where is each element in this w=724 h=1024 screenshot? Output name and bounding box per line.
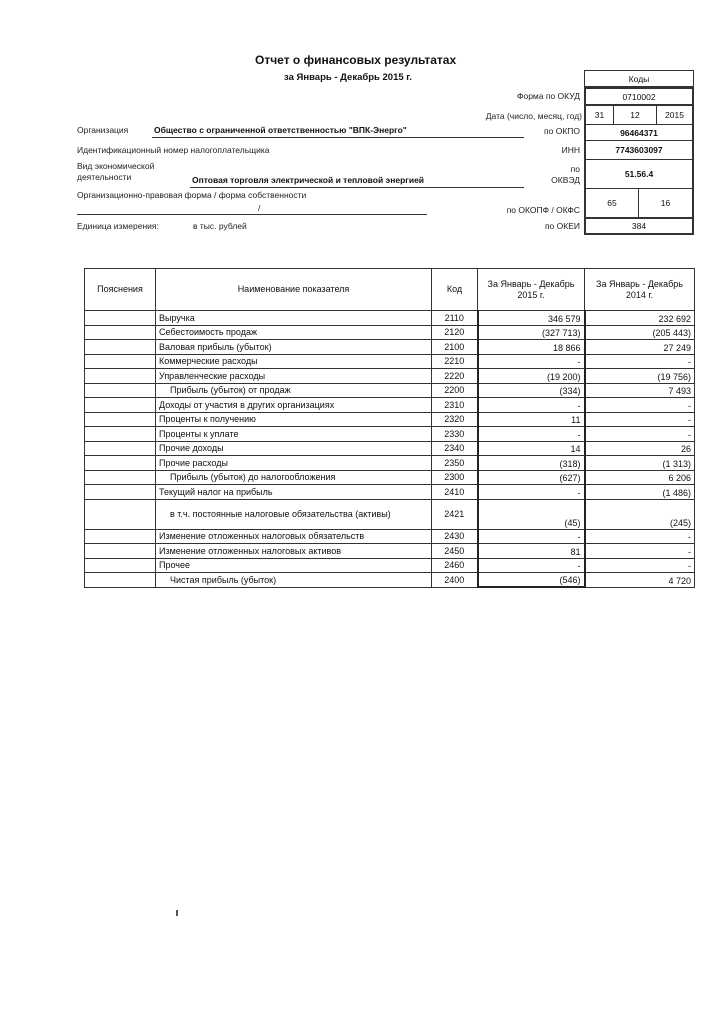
- row-name-cell: Прибыль (убыток) от продаж: [156, 383, 432, 398]
- row-name-cell: Прибыль (убыток) до налогообложения: [156, 470, 432, 485]
- row-value-2015: 81: [478, 544, 585, 559]
- row-value-2015: (318): [478, 456, 585, 471]
- row-name-cell: Управленческие расходы: [156, 369, 432, 384]
- okei-label: по ОКЕИ: [544, 221, 580, 231]
- okud-label: Форма по ОКУД: [517, 91, 580, 101]
- table-row: [85, 456, 695, 471]
- row-value-2015: (19 200): [478, 369, 585, 384]
- row-notes-cell: [85, 544, 156, 559]
- table-row: [85, 427, 695, 442]
- okpo-box: [584, 124, 694, 141]
- row-value-2015: 14: [478, 441, 585, 456]
- row-notes-cell: [85, 529, 156, 544]
- row-notes-cell: [85, 340, 156, 355]
- row-value-2014: (205 443): [585, 325, 695, 340]
- row-name-cell: Проценты к получению: [156, 412, 432, 427]
- date-month: 12: [630, 110, 640, 120]
- okud-box: [584, 87, 694, 105]
- row-value-2014: -: [585, 544, 695, 559]
- row-notes-cell: [85, 412, 156, 427]
- row-value-2014: 27 249: [585, 340, 695, 355]
- table-row: [85, 485, 695, 500]
- row-code-cell: 2310: [432, 398, 478, 413]
- table-row: [85, 398, 695, 413]
- activity-underline: [190, 187, 524, 188]
- financial-results-table: [84, 268, 695, 588]
- row-value-2014: -: [585, 558, 695, 573]
- okpo-value: 96464371: [620, 127, 658, 138]
- table-row: [85, 558, 695, 573]
- table-row: [85, 412, 695, 427]
- row-value-2015: -: [478, 398, 585, 413]
- row-value-2015: -: [478, 485, 585, 500]
- org-underline: [152, 137, 524, 138]
- row-value-2015: 346 579: [478, 311, 585, 326]
- row-notes-cell: [85, 441, 156, 456]
- row-value-2015: -: [478, 427, 585, 442]
- row-name-cell: Себестоимость продаж: [156, 325, 432, 340]
- unit-value: в тыс. рублей: [193, 221, 247, 231]
- table-row: [85, 573, 695, 588]
- org-label: Организация: [77, 125, 129, 135]
- row-value-2015: -: [478, 558, 585, 573]
- row-notes-cell: [85, 456, 156, 471]
- codes-heading-box: [584, 70, 694, 87]
- row-name-cell: Валовая прибыль (убыток): [156, 340, 432, 355]
- row-value-2015: (45): [478, 499, 585, 529]
- row-name-cell: Чистая прибыль (убыток): [156, 573, 432, 588]
- table-row: [85, 354, 695, 369]
- row-value-2015: (327 713): [478, 325, 585, 340]
- row-name-cell: Прочие доходы: [156, 441, 432, 456]
- row-name-cell: Коммерческие расходы: [156, 354, 432, 369]
- inn-box: [584, 140, 694, 160]
- table-row: [85, 529, 695, 544]
- row-code-cell: 2460: [432, 558, 478, 573]
- row-value-2014: 26: [585, 441, 695, 456]
- table-row: [85, 499, 695, 529]
- report-period: за Январь - Декабрь 2015 г.: [284, 72, 412, 83]
- row-notes-cell: [85, 398, 156, 413]
- row-value-2014: 6 206: [585, 470, 695, 485]
- form-underline: [77, 214, 427, 215]
- row-value-2015: (334): [478, 383, 585, 398]
- row-notes-cell: [85, 470, 156, 485]
- row-code-cell: 2350: [432, 456, 478, 471]
- row-value-2015: 11: [478, 412, 585, 427]
- row-name-cell: Проценты к уплате: [156, 427, 432, 442]
- table-row: [85, 441, 695, 456]
- okopf-label: по ОКОПФ / ОКФС: [506, 205, 580, 215]
- col-header-2014: За Январь - Декабрь 2014 г.: [585, 269, 695, 311]
- row-notes-cell: [85, 573, 156, 588]
- row-code-cell: 2220: [432, 369, 478, 384]
- okopf-value: 65: [607, 198, 617, 208]
- table-row: [85, 325, 695, 340]
- table-row: [85, 383, 695, 398]
- table-header-row: [85, 269, 695, 311]
- row-name-cell: Изменение отложенных налоговых обязательств: [156, 529, 432, 544]
- date-year: 2015: [665, 110, 684, 120]
- unit-label: Единица измерения:: [77, 221, 159, 231]
- row-code-cell: 2340: [432, 441, 478, 456]
- okfs-value: 16: [660, 198, 671, 208]
- row-value-2014: -: [585, 412, 695, 427]
- row-name-cell: Прочие расходы: [156, 456, 432, 471]
- col-header-code: Код: [432, 269, 478, 311]
- table-row: [85, 369, 695, 384]
- row-value-2014: (19 756): [585, 369, 695, 384]
- row-value-2014: -: [585, 427, 695, 442]
- okved-label-1: по: [570, 164, 580, 174]
- date-day-box: [584, 105, 614, 125]
- form-value: /: [258, 203, 261, 213]
- col-header-name: Наименование показателя: [156, 269, 432, 311]
- table-body: [85, 311, 695, 588]
- row-value-2014: (1 313): [585, 456, 695, 471]
- col-header-2015: За Январь - Декабрь 2015 г.: [478, 269, 585, 311]
- table-row: [85, 470, 695, 485]
- row-code-cell: 2210: [432, 354, 478, 369]
- row-notes-cell: [85, 383, 156, 398]
- row-value-2014: -: [585, 354, 695, 369]
- row-notes-cell: [85, 354, 156, 369]
- row-value-2014: -: [585, 529, 695, 544]
- form-label: Организационно-правовая форма / форма собственности: [77, 190, 307, 200]
- row-name-cell: Изменение отложенных налоговых активов: [156, 544, 432, 559]
- col-header-notes: Пояснения: [85, 269, 156, 311]
- date-day: 31: [594, 110, 605, 120]
- row-code-cell: 2430: [432, 529, 478, 544]
- inn-label: ИНН: [561, 145, 580, 155]
- date-month-box: [613, 105, 657, 125]
- date-label: Дата (число, месяц, год): [485, 111, 582, 121]
- row-notes-cell: [85, 325, 156, 340]
- row-value-2014: 7 493: [585, 383, 695, 398]
- row-name-cell: Выручка: [156, 311, 432, 326]
- okved-box: [584, 159, 694, 189]
- row-name-cell: Текущий налог на прибыль: [156, 485, 432, 500]
- row-notes-cell: [85, 427, 156, 442]
- okud-value: 0710002: [622, 91, 656, 102]
- row-notes-cell: [85, 311, 156, 326]
- activity-value: Оптовая торговля электрической и тепловой энергией: [192, 175, 425, 185]
- scan-mark: [176, 910, 178, 916]
- row-code-cell: 2300: [432, 470, 478, 485]
- row-value-2015: 18 866: [478, 340, 585, 355]
- row-value-2014: -: [585, 398, 695, 413]
- okei-box: [584, 217, 694, 235]
- row-code-cell: 2450: [432, 544, 478, 559]
- okved-value: 51.56.4: [624, 169, 654, 179]
- row-code-cell: 2100: [432, 340, 478, 355]
- row-code-cell: 2421: [432, 499, 478, 529]
- okpo-label: по ОКПО: [544, 126, 580, 136]
- row-value-2015: (627): [478, 470, 585, 485]
- row-value-2014: 4 720: [585, 573, 695, 588]
- inn-value: 7743603097: [615, 145, 663, 155]
- row-notes-cell: [85, 499, 156, 529]
- codes-heading: Коды: [628, 73, 650, 84]
- row-value-2014: 232 692: [585, 311, 695, 326]
- okopf-box: [584, 188, 639, 218]
- row-notes-cell: [85, 485, 156, 500]
- inn-full-label: Идентификационный номер налогоплательщика: [77, 145, 270, 155]
- row-value-2015: -: [478, 354, 585, 369]
- table-row: [85, 340, 695, 355]
- report-title: Отчет о финансовых результатах: [255, 53, 457, 67]
- row-name-cell: Доходы от участия в других организациях: [156, 398, 432, 413]
- row-notes-cell: [85, 558, 156, 573]
- row-name-cell: в т.ч. постоянные налоговые обязательства (активы): [156, 499, 432, 529]
- row-code-cell: 2200: [432, 383, 478, 398]
- date-year-box: [656, 105, 694, 125]
- table-row: [85, 311, 695, 326]
- row-code-cell: 2330: [432, 427, 478, 442]
- row-value-2014: (245): [585, 499, 695, 529]
- row-value-2015: (546): [478, 573, 585, 588]
- activity-label-1: Вид экономической: [77, 161, 155, 171]
- table-row: [85, 544, 695, 559]
- row-code-cell: 2400: [432, 573, 478, 588]
- row-value-2014: (1 486): [585, 485, 695, 500]
- row-code-cell: 2320: [432, 412, 478, 427]
- row-code-cell: 2110: [432, 311, 478, 326]
- activity-label-2: деятельности: [77, 172, 132, 182]
- row-notes-cell: [85, 369, 156, 384]
- okei-value: 384: [631, 221, 647, 231]
- okved-label-2: ОКВЭД: [551, 175, 580, 185]
- row-name-cell: Прочее: [156, 558, 432, 573]
- okfs-box: [638, 188, 694, 218]
- org-value: Общество с ограниченной ответственностью "ВПК-Энерго": [154, 125, 407, 135]
- row-value-2015: -: [478, 529, 585, 544]
- row-code-cell: 2410: [432, 485, 478, 500]
- row-code-cell: 2120: [432, 325, 478, 340]
